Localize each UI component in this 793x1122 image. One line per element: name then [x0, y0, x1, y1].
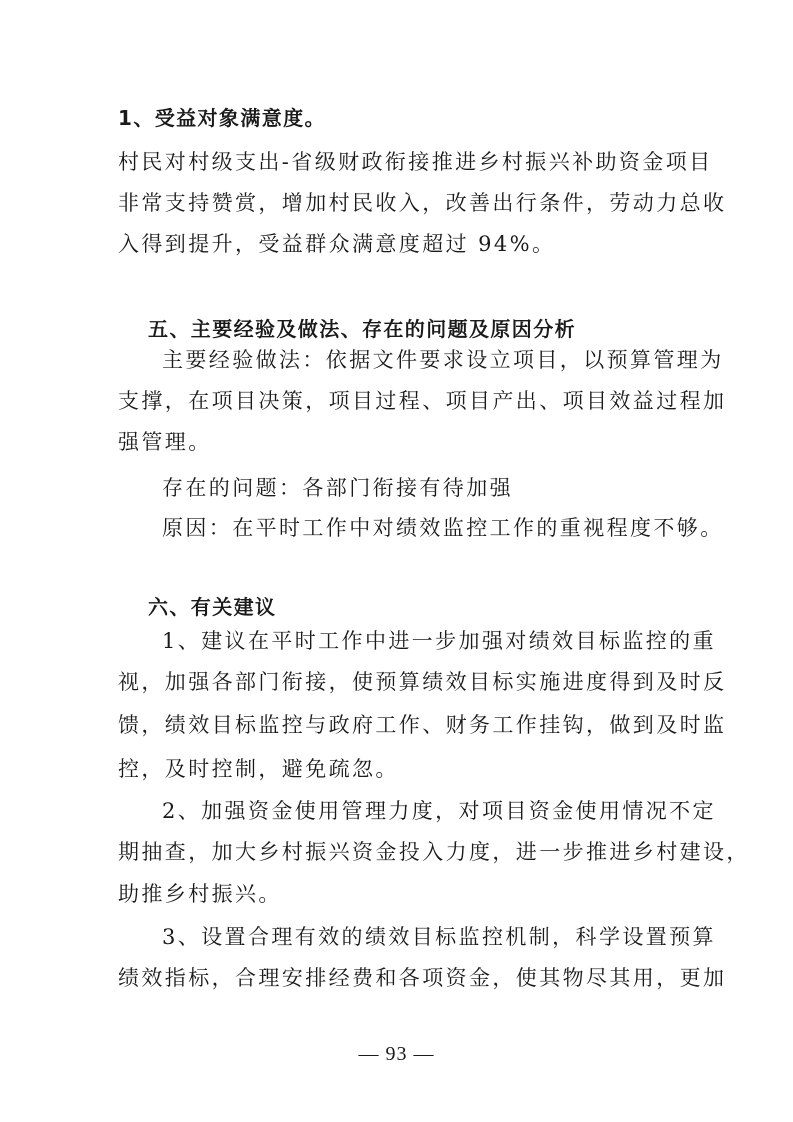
suggestion-1-line-3: 馈，绩效目标监控与政府工作、财务工作挂钩，做到及时监 — [118, 713, 727, 737]
suggestion-2-line-2: 期抽查，加大乡村振兴资金投入力度，进一步推进乡村建设， — [118, 840, 750, 864]
satisfaction-line-3: 入得到提升，受益群众满意度超过 94%。 — [118, 232, 556, 256]
satisfaction-line-2: 非常支持赞赏，增加村民收入，改善出行条件，劳动力总收 — [118, 191, 727, 215]
cause-line: 原因：在平时工作中对绩效监控工作的重视程度不够。 — [162, 516, 724, 540]
suggestion-2-line-1: 2、加强资金使用管理力度，对项目资金使用情况不定 — [162, 799, 716, 823]
suggestion-3-line-2: 绩效指标，合理安排经费和各项资金，使其物尽其用，更加 — [118, 966, 727, 990]
suggestion-1-line-1: 1、建议在平时工作中进一步加强对绩效目标监控的重 — [162, 629, 716, 653]
problem-line: 存在的问题：各部门衔接有待加强 — [162, 476, 513, 500]
experience-line-2: 支撑，在项目决策，项目过程、项目产出、项目效益过程加 — [118, 389, 727, 413]
experience-line-3: 强管理。 — [118, 430, 212, 454]
satisfaction-heading: 1、受益对象满意度。 — [118, 106, 326, 130]
suggestion-1-line-2: 视，加强各部门衔接，使预算绩效目标实施进度得到及时反 — [118, 670, 727, 694]
suggestion-2-line-3: 助推乡村振兴。 — [118, 882, 282, 906]
experience-line-1: 主要经验做法：依据文件要求设立项目，以预算管理为 — [162, 348, 724, 372]
section-five-heading: 五、主要经验及做法、存在的问题及原因分析 — [148, 317, 576, 341]
suggestion-3-line-1: 3、设置合理有效的绩效目标监控机制，科学设置预算 — [162, 925, 716, 949]
page-number: — 93 — — [358, 1043, 435, 1065]
satisfaction-line-1: 村民对村级支出-省级财政衔接推进乡村振兴补助资金项目 — [118, 150, 713, 174]
suggestion-1-line-4: 控，及时控制，避免疏忽。 — [118, 757, 399, 781]
section-six-heading: 六、有关建议 — [148, 595, 277, 619]
